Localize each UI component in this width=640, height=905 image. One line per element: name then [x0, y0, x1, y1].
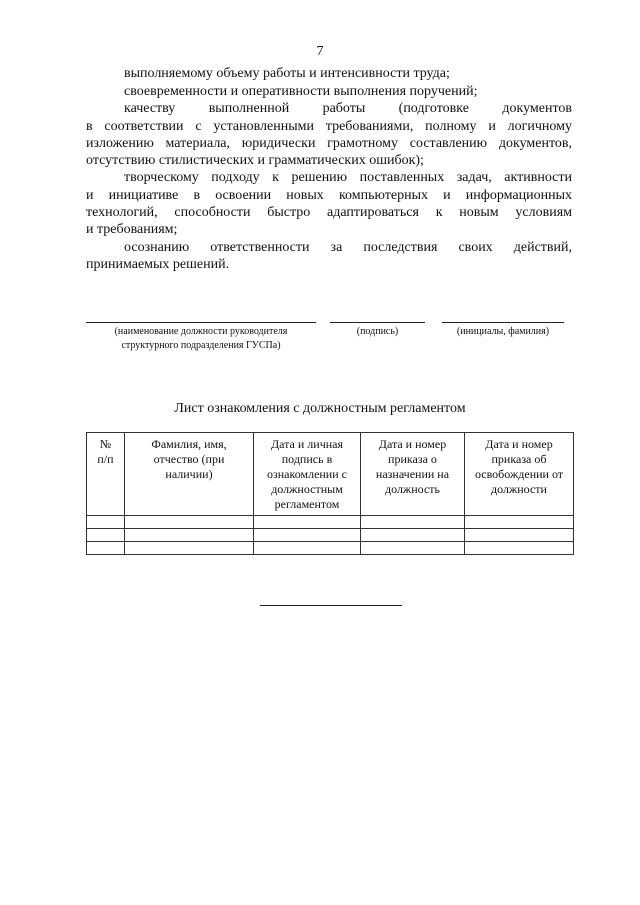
- table-cell: [125, 542, 254, 555]
- column-header-appointment-order: [361, 433, 465, 516]
- table-cell: [87, 542, 125, 555]
- table-cell: [254, 516, 361, 529]
- table-cell: [361, 516, 465, 529]
- criterion-line: технологий, способности быстро адаптироваться к новым условиям: [86, 205, 572, 220]
- criterion-line: и инициативе в освоении новых компьютерных и информационных: [86, 188, 572, 203]
- table-cell: [465, 529, 574, 542]
- table-cell: [361, 529, 465, 542]
- header-line: подпись в: [281, 452, 333, 466]
- header-line: отчество (при: [153, 452, 225, 466]
- header-line: наличии): [165, 467, 213, 481]
- name-line: [442, 322, 564, 323]
- table-cell: [361, 542, 465, 555]
- criterion-line: осознанию ответственности за последствия своих действий,: [124, 240, 572, 255]
- header-line: приказа о: [388, 452, 437, 466]
- header-line: приказа об: [491, 452, 547, 466]
- criterion-line: творческому подходу к решению поставленных задач, активности: [124, 170, 572, 185]
- end-separator-line: [260, 605, 402, 606]
- page-number: 7: [316, 44, 324, 59]
- position-caption-line: (наименование должности руководителя: [114, 326, 288, 337]
- table-cell: [87, 516, 125, 529]
- criterion-line: отсутствию стилистических и грамматических ошибок);: [86, 153, 424, 168]
- header-line: регламентом: [274, 497, 340, 511]
- column-header-number: [87, 433, 125, 516]
- column-header-acquaintance-date: [254, 433, 361, 516]
- header-line: должности: [491, 482, 547, 496]
- header-line: Фамилия, имя,: [151, 437, 227, 451]
- table-cell: [87, 529, 125, 542]
- criterion-line: и требованиям;: [86, 222, 178, 237]
- header-line: должность: [385, 482, 440, 496]
- header-line: Дата и номер: [378, 437, 447, 451]
- position-caption: [86, 325, 316, 353]
- table-row: [87, 542, 574, 555]
- acquaintance-table: [86, 432, 574, 555]
- table-cell: [125, 529, 254, 542]
- table-row: [87, 516, 574, 529]
- signature-line: [330, 322, 425, 323]
- header-line: Дата и личная: [270, 437, 344, 451]
- table-cell: [465, 542, 574, 555]
- name-caption: (инициалы, фамилия): [456, 326, 550, 337]
- position-caption-line: структурного подразделения ГУСПа): [121, 340, 281, 351]
- criterion-line: качеству выполненной работы (подготовке документов: [124, 101, 572, 116]
- signature-caption: (подпись): [356, 326, 399, 337]
- criterion-line: принимаемых решений.: [86, 257, 230, 272]
- criterion-line: изложению материала, юридически грамотному составлению документов,: [86, 136, 572, 151]
- criterion-line: выполняемому объему работы и интенсивности труда;: [124, 66, 450, 81]
- table-cell: [254, 542, 361, 555]
- header-line: п/п: [97, 452, 114, 466]
- column-header-dismissal-order: [465, 433, 574, 516]
- criterion-line: в соответствии с установленными требованиями, полному и логичному: [86, 119, 572, 134]
- table-row: [87, 529, 574, 542]
- header-line: должностным: [271, 482, 343, 496]
- table-cell: [465, 516, 574, 529]
- table-header-row: [87, 433, 574, 516]
- position-line: [86, 322, 316, 323]
- column-header-full-name: [125, 433, 254, 516]
- header-line: ознакомлении с: [267, 467, 347, 481]
- header-line: назначении на: [375, 467, 450, 481]
- table-cell: [254, 529, 361, 542]
- header-line: Дата и номер: [485, 437, 553, 451]
- table-cell: [125, 516, 254, 529]
- header-line: №: [99, 437, 112, 451]
- acquaintance-title: Лист ознакомления с должностным регламентом: [174, 401, 466, 416]
- criterion-line: своевременности и оперативности выполнения поручений;: [124, 84, 478, 99]
- header-line: освобождении от: [474, 467, 564, 481]
